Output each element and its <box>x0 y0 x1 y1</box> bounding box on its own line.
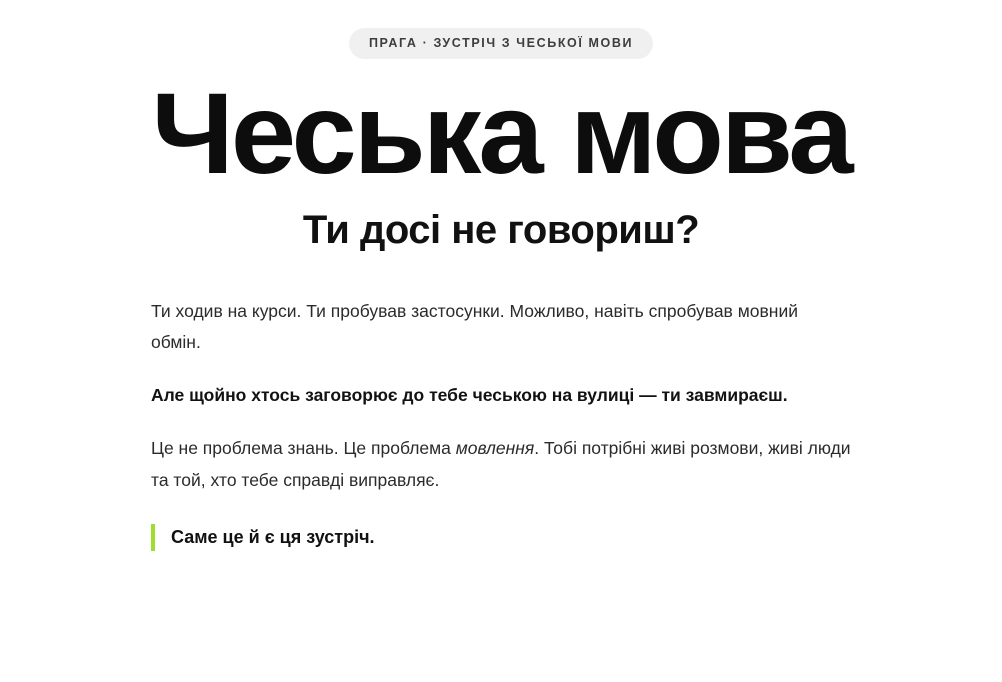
page-title: Чеська мова <box>151 70 851 198</box>
callout-block <box>151 524 851 551</box>
paragraph-explanation-emphasis: мовлення <box>455 438 535 459</box>
eyebrow-badge-row <box>0 0 1002 59</box>
callout-text: Саме це й є ця зустріч. <box>171 526 375 547</box>
eyebrow-badge: ПРАГА · ЗУСТРІЧ З ЧЕСЬКОЇ МОВИ <box>349 28 653 59</box>
paragraph-explanation <box>151 433 851 495</box>
page-subtitle: Ти досі не говориш? <box>302 208 700 252</box>
body-content <box>151 296 851 551</box>
paragraph-explanation-part-2: . Тобі потрібні живі розмови, живі люди та той, хто тебе справді виправляє. <box>151 438 851 490</box>
paragraph-intro: Ти ходив на курси. Ти пробував застосунки. Можливо, навіть спробував мовний обмін. <box>151 301 798 353</box>
paragraph-explanation-part-1: Це не проблема знань. Це проблема <box>151 438 456 459</box>
paragraph-highlight: Але щойно хтось заговорює до тебе чеською на вулиці — ти завмираєш. <box>151 385 788 406</box>
